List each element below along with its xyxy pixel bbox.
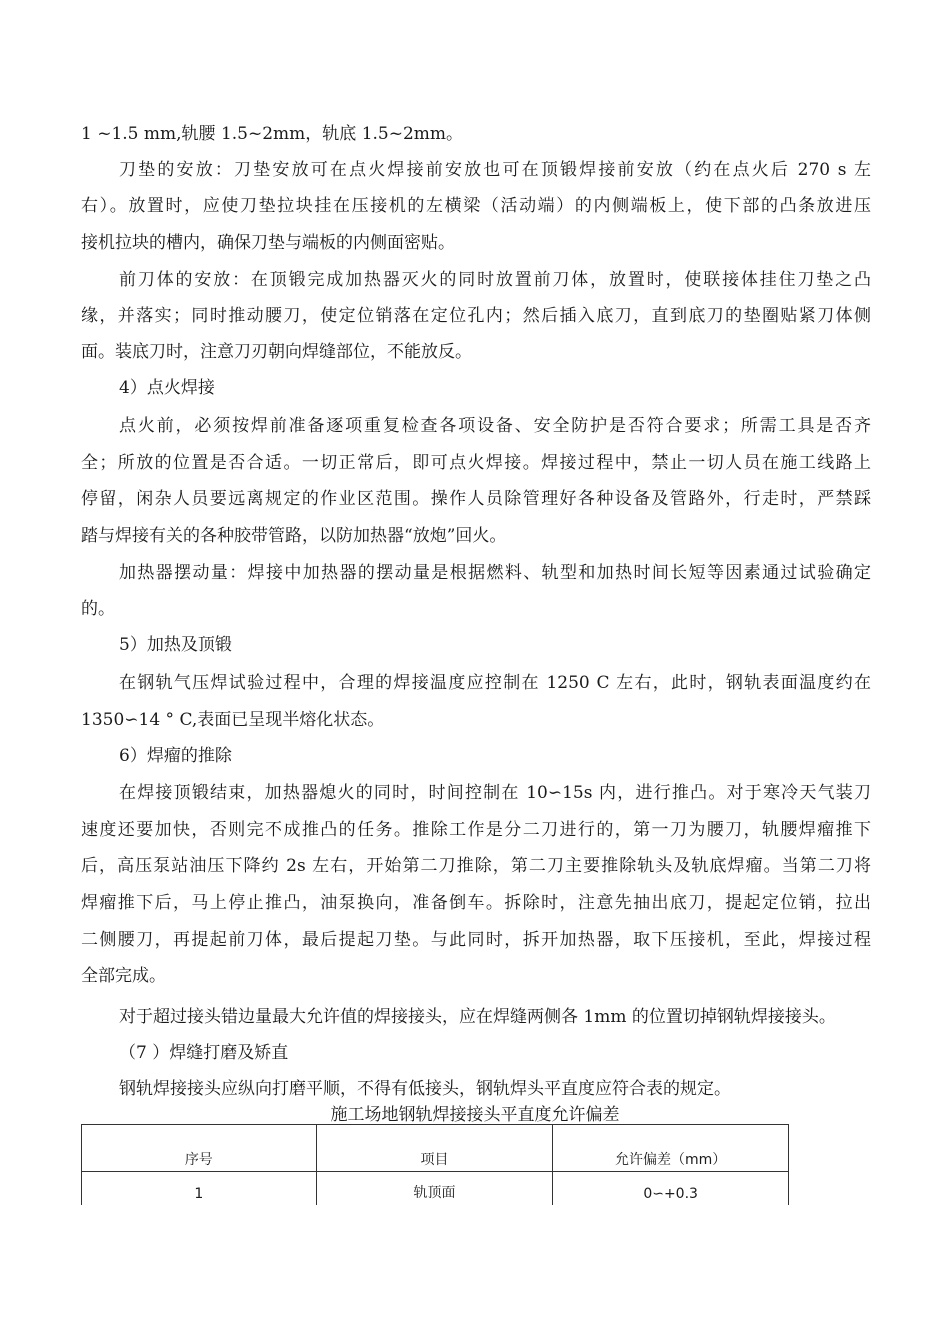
- paragraph-line: 前刀体的安放：在顶锻完成加热器灭火的同时放置前刀体，放置时，使联接体挂住刀垫之凸: [119, 270, 871, 290]
- paragraph-line: 对于超过接头错边量最大允许值的焊接接头，应在焊缝两侧各 1mm 的位置切掉钢轨焊接接头。: [119, 1007, 836, 1027]
- section-heading: 6）焊瘤的推除: [119, 746, 232, 766]
- paragraph-line: 钢轨焊接接头应纵向打磨平顺，不得有低接头，钢轨焊头平直度应符合表的规定。: [119, 1079, 731, 1099]
- paragraph-line: 踏与焊接有关的各种胶带管路，以防加热器“放炮”回火。: [81, 526, 507, 546]
- paragraph-line: 全部完成。: [81, 966, 166, 986]
- paragraph-line: 后，高压泵站油压下降约 2s 左右，开始第二刀推除，第二刀主要推除轨头及轨底焊瘤。当第二刀将: [81, 856, 871, 876]
- table-caption: 施工场地钢轨焊接接头平直度允许偏差: [330, 1105, 620, 1125]
- paragraph-line: 在焊接顶锻结束，加热器熄火的同时，时间控制在 10∽15s 内，进行推凸。对于寒冷天气装刀: [119, 783, 871, 803]
- table-header-cell: 允许偏差（mm）: [553, 1125, 789, 1172]
- paragraph-line: 面。装底刀时，注意刀刃朝向焊缝部位，不能放反。: [81, 342, 472, 362]
- table-cell: 轨顶面: [316, 1172, 553, 1206]
- table-header-cell: 项目: [316, 1125, 553, 1172]
- paragraph-line: 点火前，必须按焊前准备逐项重复检查各项设备、安全防护是否符合要求；所需工具是否齐: [119, 416, 871, 436]
- table-cell: 1: [82, 1172, 317, 1206]
- section-heading: 5）加热及顶锻: [119, 635, 232, 655]
- paragraph-line: 的。: [81, 599, 115, 619]
- paragraph-line: 全；所放的位置是否合适。一切正常后，即可点火焊接。焊接过程中，禁止一切人员在施工线路上: [81, 453, 871, 473]
- tolerance-table: [81, 1124, 789, 1205]
- paragraph-line: 速度还要加快，否则完不成推凸的任务。推除工作是分二刀进行的，第一刀为腰刀，轨腰焊瘤推下: [81, 820, 871, 840]
- paragraph-line: 焊瘤推下后，马上停止推凸，油泵换向，准备倒车。拆除时，注意先抽出底刀，提起定位销，拉出: [81, 893, 871, 913]
- paragraph-line: 1350∽14 ° C,表面已呈现半熔化状态。: [81, 710, 385, 730]
- table-cell: 0∽+0.3: [553, 1172, 789, 1206]
- table-header-row: [82, 1125, 789, 1172]
- paragraph-line: 缘，并落实；同时推动腰刀，使定位销落在定位孔内；然后插入底刀，直到底刀的垫圈贴紧刀体侧: [81, 306, 871, 326]
- paragraph-line: 刀垫的安放：刀垫安放可在点火焊接前安放也可在顶锻焊接前安放（约在点火后 270 s 左: [119, 160, 871, 180]
- paragraph-line: 加热器摆动量：焊接中加热器的摆动量是根据燃料、轨型和加热时间长短等因素通过试验确定: [119, 563, 871, 583]
- section-heading: 4）点火焊接: [119, 378, 215, 398]
- paragraph-line: 在钢轨气压焊试验过程中，合理的焊接温度应控制在 1250 C 左右，此时，钢轨表面温度约在: [119, 673, 871, 693]
- paragraph-line: 接机拉块的槽内，确保刀垫与端板的内侧面密贴。: [81, 233, 455, 253]
- paragraph-line: 停留，闲杂人员要远离规定的作业区范围。操作人员除管理好各种设备及管路外，行走时，严禁踩: [81, 489, 871, 509]
- table-header-cell: 序号: [82, 1125, 317, 1172]
- paragraph-line: 1 ~1.5 mm,轨腰 1.5~2mm，轨底 1.5~2mm。: [81, 124, 464, 144]
- table-row: [82, 1172, 789, 1206]
- paragraph-line: 右）。放置时，应使刀垫拉块挂在压接机的左横梁（活动端）的内侧端板上，使下部的凸条放进压: [81, 196, 871, 216]
- section-heading: （7 ）焊缝打磨及矫直: [119, 1043, 289, 1063]
- paragraph-line: 二侧腰刀，再提起前刀体，最后提起刀垫。与此同时，拆开加热器，取下压接机，至此，焊接过程: [81, 930, 871, 950]
